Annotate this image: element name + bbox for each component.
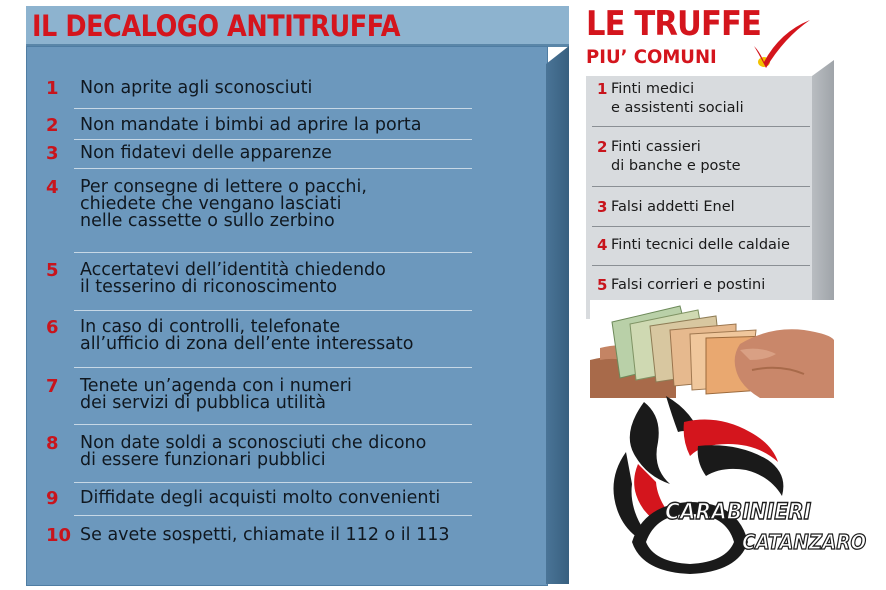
item-text: Finti medici e assistenti sociali: [611, 81, 744, 116]
item-text: Per consegne di lettere o pacchi, chiedete che vengano lasciati nelle cassette o sullo zerbino: [80, 177, 367, 231]
truffe-item-2: [597, 138, 807, 176]
item-number: 9: [46, 488, 59, 509]
item-number: 4: [597, 236, 608, 254]
logo-line1: CARABINIERI: [665, 500, 812, 525]
divider: [74, 108, 472, 109]
truffe-subtitle: PIU’ COMUNI: [586, 46, 717, 68]
item-text: Tenete un’agenda con i numeri dei servizi di pubblica utilità: [80, 376, 352, 413]
divider: [74, 515, 472, 516]
item-text: Finti cassieri di banche e poste: [611, 139, 741, 174]
decalogo-item-10: [46, 527, 486, 545]
item-number: 4: [46, 177, 59, 198]
item-number: 7: [46, 376, 59, 397]
truffe-panel-side: [812, 60, 834, 319]
decalogo-header: [26, 6, 569, 47]
divider: [74, 424, 472, 425]
item-text: Accertatevi dell’identità chiedendo il tesserino di riconoscimento: [80, 260, 386, 297]
item-text: Non fidatevi delle apparenze: [80, 143, 332, 163]
item-text: Falsi addetti Enel: [611, 199, 735, 215]
item-number: 1: [46, 78, 59, 99]
item-text: Falsi corrieri e postini: [611, 277, 766, 293]
item-text: Finti tecnici delle caldaie: [611, 237, 790, 253]
money-photo: [590, 300, 834, 398]
truffe-item-1: [597, 80, 807, 118]
truffe-title: LE TRUFFE: [586, 4, 761, 44]
item-text: Diffidate degli acquisti molto convenienti: [80, 488, 441, 508]
truffe-item-3: [597, 198, 807, 217]
decalogo-item-8: [46, 435, 486, 469]
logo-line2: CATANZARO: [742, 530, 867, 554]
divider: [74, 252, 472, 253]
item-text: Se avete sospetti, chiamate il 112 o il 113: [80, 525, 450, 545]
decalogo-item-1: [46, 80, 486, 98]
item-number: 10: [46, 525, 72, 546]
divider: [74, 482, 472, 483]
item-number: 5: [46, 260, 59, 281]
item-number: 5: [597, 276, 608, 294]
item-number: 1: [597, 80, 608, 98]
decalogo-item-6: [46, 319, 486, 353]
item-text: Non mandate i bimbi ad aprire la porta: [80, 115, 422, 135]
item-text: Non aprite agli sconosciuti: [80, 78, 313, 98]
decalogo-item-5: [46, 262, 486, 296]
item-number: 6: [46, 317, 59, 338]
item-text: In caso di controlli, telefonate all’ufficio di zona dell’ente interessato: [80, 317, 414, 354]
divider: [74, 367, 472, 368]
divider: [74, 139, 472, 140]
decalogo-item-7: [46, 378, 486, 412]
decalogo-item-3: [46, 145, 486, 163]
divider: [74, 310, 472, 311]
check-icon: [752, 16, 814, 76]
decalogo-panel-side: [546, 46, 569, 584]
item-number: 2: [46, 115, 59, 136]
decalogo-title: IL DECALOGO ANTITRUFFA: [32, 9, 401, 43]
divider: [592, 226, 810, 227]
item-number: 3: [597, 198, 608, 216]
divider: [74, 168, 472, 169]
item-number: 8: [46, 433, 59, 454]
decalogo-item-2: [46, 117, 486, 135]
truffe-item-4: [597, 236, 807, 255]
truffe-item-5: [597, 276, 807, 295]
item-number: 2: [597, 138, 608, 156]
divider: [592, 186, 810, 187]
item-number: 3: [46, 143, 59, 164]
divider: [592, 265, 810, 266]
divider: [592, 126, 810, 127]
decalogo-item-4: [46, 179, 486, 230]
item-text: Non date soldi a sconosciuti che dicono di essere funzionari pubblici: [80, 433, 427, 470]
decalogo-item-9: [46, 490, 486, 508]
